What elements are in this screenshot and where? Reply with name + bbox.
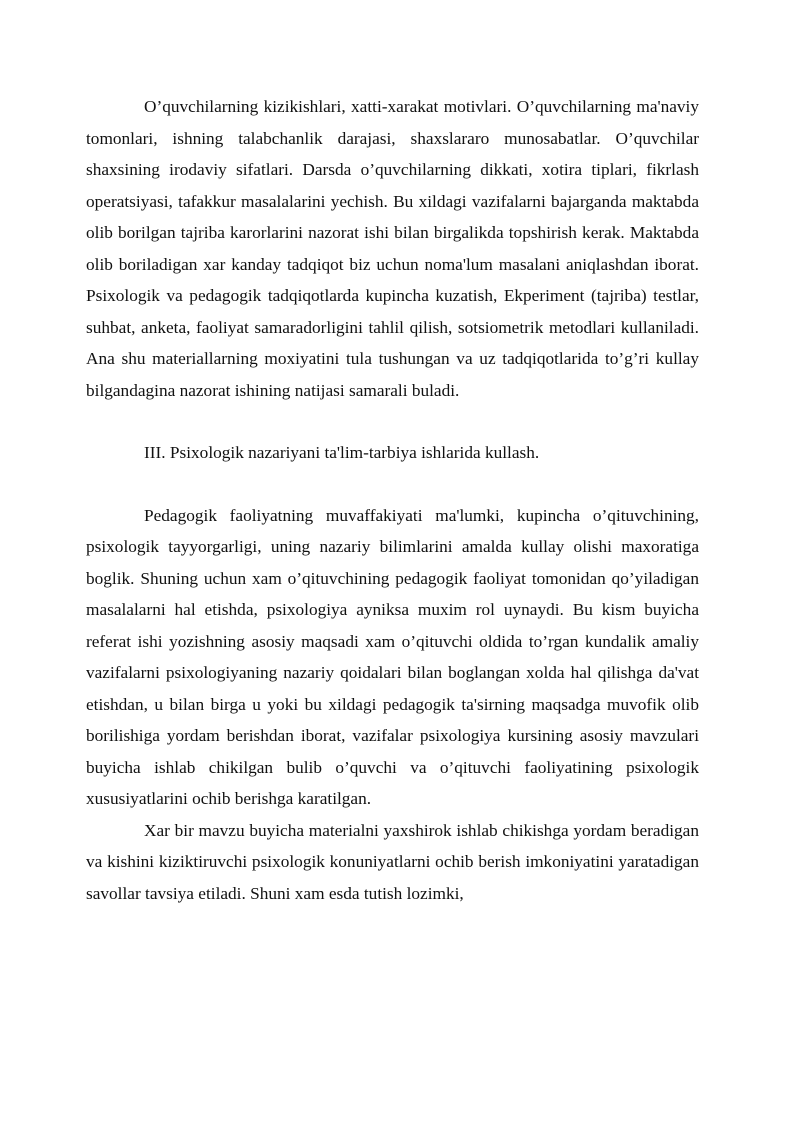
document-page: [86, 91, 699, 909]
spacer: [86, 406, 699, 437]
spacer: [86, 469, 699, 500]
body-paragraph-motivation: O’quvchilarning kizikishlari, xatti-xarakat motivlari. O’quvchilarning ma'naviy tomonlari, ishning talabchanlik darajasi, shaxslararo munosabatlar. O’quvchilar shaxsining irodaviy sifatlari. Darsda o’quvchilarning dikkati, xotira tiplari, fikrlash operatsiyasi, tafakkur masalalarini yechish. Bu xildagi vazifalarni bajarganda maktabda olib borilgan tajriba karorlarini nazorat ishi bilan birgalikda topshirish kerak. Maktabda olib boriladigan xar kanday tadqiqot biz uchun noma'lum masalani aniqlashdan iborat. Psixologik va pedagogik tadqiqotlarda kupincha kuzatish, Ekperiment (tajriba) testlar, suhbat, anketa, faoliyat samaradorligini tahlil qilish, sotsiometrik metodlari kullaniladi. Ana shu materiallarning moxiyatini tula tushungan va uz tadqiqotlarida to’g’ri kullay bilgandagina nazorat ishining natijasi samarali buladi.: [86, 97, 699, 400]
section-heading: III. Psixologik nazariyani ta'lim-tarbiya ishlarida kullash.: [144, 443, 540, 462]
body-paragraph-topic-questions: Xar bir mavzu buyicha materialni yaxshirok ishlab chikishga yordam beradigan va kishini kiziktiruvchi psixologik konuniyatlarni ochib berish imkoniyatini yaratadigan savollar tavsiya etiladi. Shuni xam esda tutish lozimki,: [86, 820, 699, 903]
body-paragraph-pedagogical-activity: Pedagogik faoliyatning muvaffakiyati ma'lumki, kupincha o’qituvchining, psixologik tayyorgarligi, uning nazariy bilimlarini amalda kullay olishi maxoratiga boglik. Shuning uchun xam o’qituvchining pedagogik faoliyat tomonidan qo’yiladigan masalalarni hal etishda, psixologiya ayniksa muxim rol uynaydi. Bu kism buyicha referat ishi yozishning asosiy maqsadi xam o’qituvchi oldida to’rgan kundalik amaliy vazifalarni psixologiyaning nazariy qoidalari bilan boglangan xolda hal qilishga da'vat etishdan, u bilan birga u yoki bu xildagi pedagogik ta'sirning maqsadga muvofik olib borilishiga yordam berishdan iborat, vazifalar psixologiya kursining asosiy mavzulari buyicha ishlab chikilgan bulib o’quvchi va o’qituvchi faoliyatining psixologik xususiyatlarini ochib berishga karatilgan.: [86, 505, 699, 808]
